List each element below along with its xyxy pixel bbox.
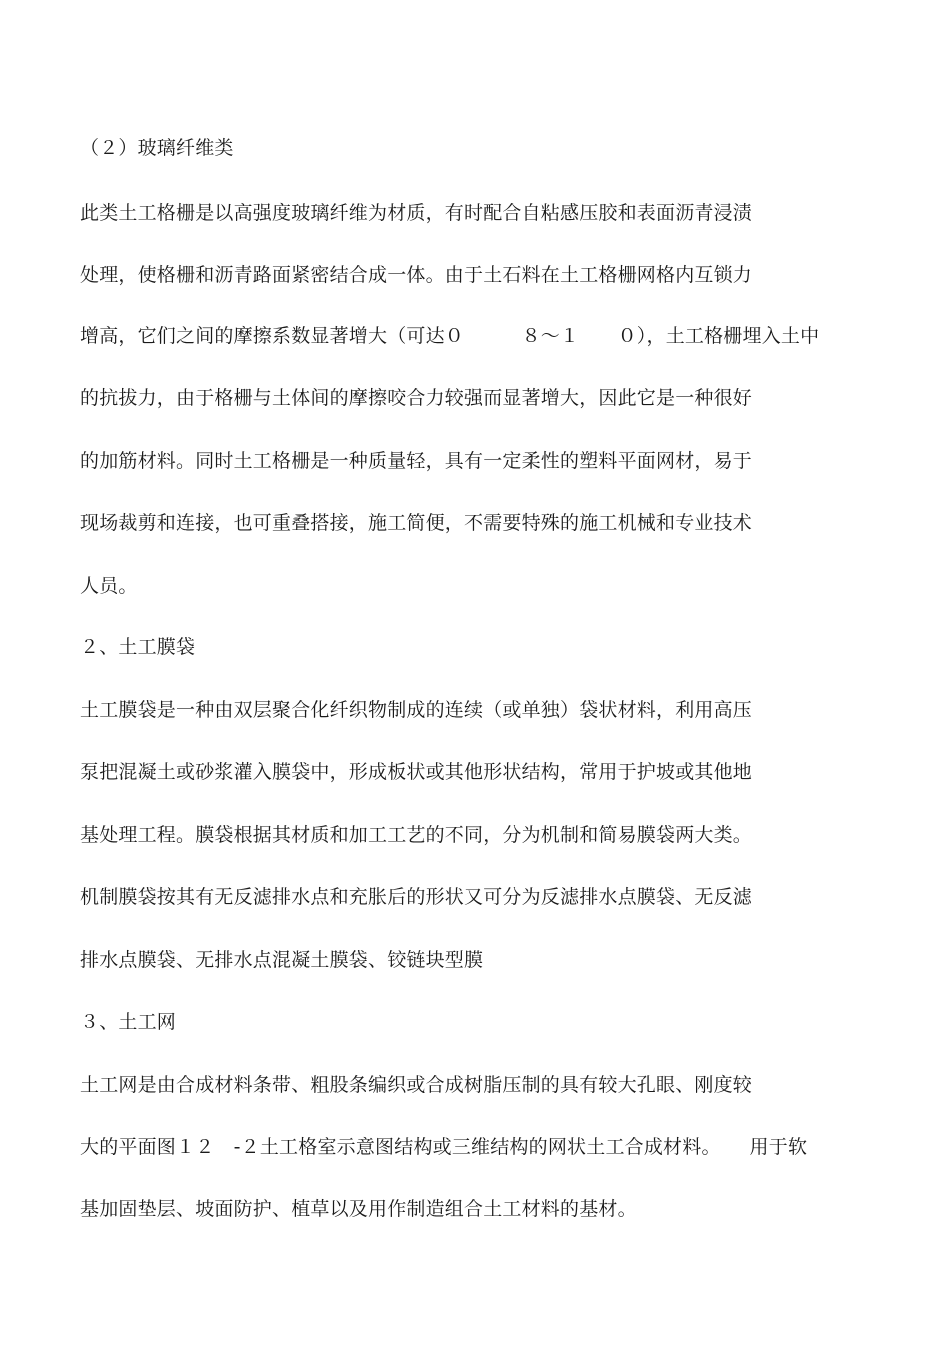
paragraph-line: 基加固垫层、坡面防护、植草以及用作制造组合土工材料的基材。 bbox=[80, 1198, 637, 1220]
paragraph-line: 基处理工程。膜袋根据其材质和加工工艺的不同，分为机制和简易膜袋两大类。 bbox=[80, 824, 753, 846]
paragraph-line: 排水点膜袋、无排水点混凝土膜袋、铰链块型膜 bbox=[80, 949, 484, 971]
paragraph-line: 泵把混凝土或砂浆灌入膜袋中，形成板状或其他形状结构，常用于护坡或其他地 bbox=[80, 761, 753, 783]
subheading-glass-fiber: （２）玻璃纤维类 bbox=[80, 137, 234, 159]
paragraph-line: 的抗拔力，由于格栅与土体间的摩擦咬合力较强而显著增大，因此它是一种很好 bbox=[80, 387, 753, 409]
paragraph-line: 的加筋材料。同时土工格栅是一种质量轻，具有一定柔性的塑料平面网材，易于 bbox=[80, 450, 753, 472]
paragraph-line: 机制膜袋按其有无反滤排水点和充胀后的形状又可分为反滤排水点膜袋、无反滤 bbox=[80, 886, 753, 908]
section-title-geonet: ３、土工网 bbox=[80, 1011, 177, 1033]
paragraph-line: 大的平面图１２ -２土工格室示意图结构或三维结构的网状土工合成材料。 用于软 bbox=[80, 1136, 808, 1158]
paragraph-line: 现场裁剪和连接，也可重叠搭接，施工简便，不需要特殊的施工机械和专业技术 bbox=[80, 512, 753, 534]
section-title-geomembrane-bag: ２、土工膜袋 bbox=[80, 636, 196, 658]
paragraph-line: 土工网是由合成材料条带、粗股条编织或合成树脂压制的具有较大孔眼、刚度较 bbox=[80, 1074, 753, 1096]
paragraph-line: 增高，它们之间的摩擦系数显著增大（可达０ ８～１ ０），土工格栅埋入土中 bbox=[80, 325, 820, 347]
paragraph-line: 处理，使格栅和沥青路面紧密结合成一体。由于土石料在土工格栅网格内互锁力 bbox=[80, 264, 753, 286]
paragraph-line: 人员。 bbox=[80, 575, 138, 597]
paragraph-line: 此类土工格栅是以高强度玻璃纤维为材质，有时配合自粘感压胶和表面沥青浸渍 bbox=[80, 202, 753, 224]
paragraph-line: 土工膜袋是一种由双层聚合化纤织物制成的连续（或单独）袋状材料，利用高压 bbox=[80, 699, 753, 721]
